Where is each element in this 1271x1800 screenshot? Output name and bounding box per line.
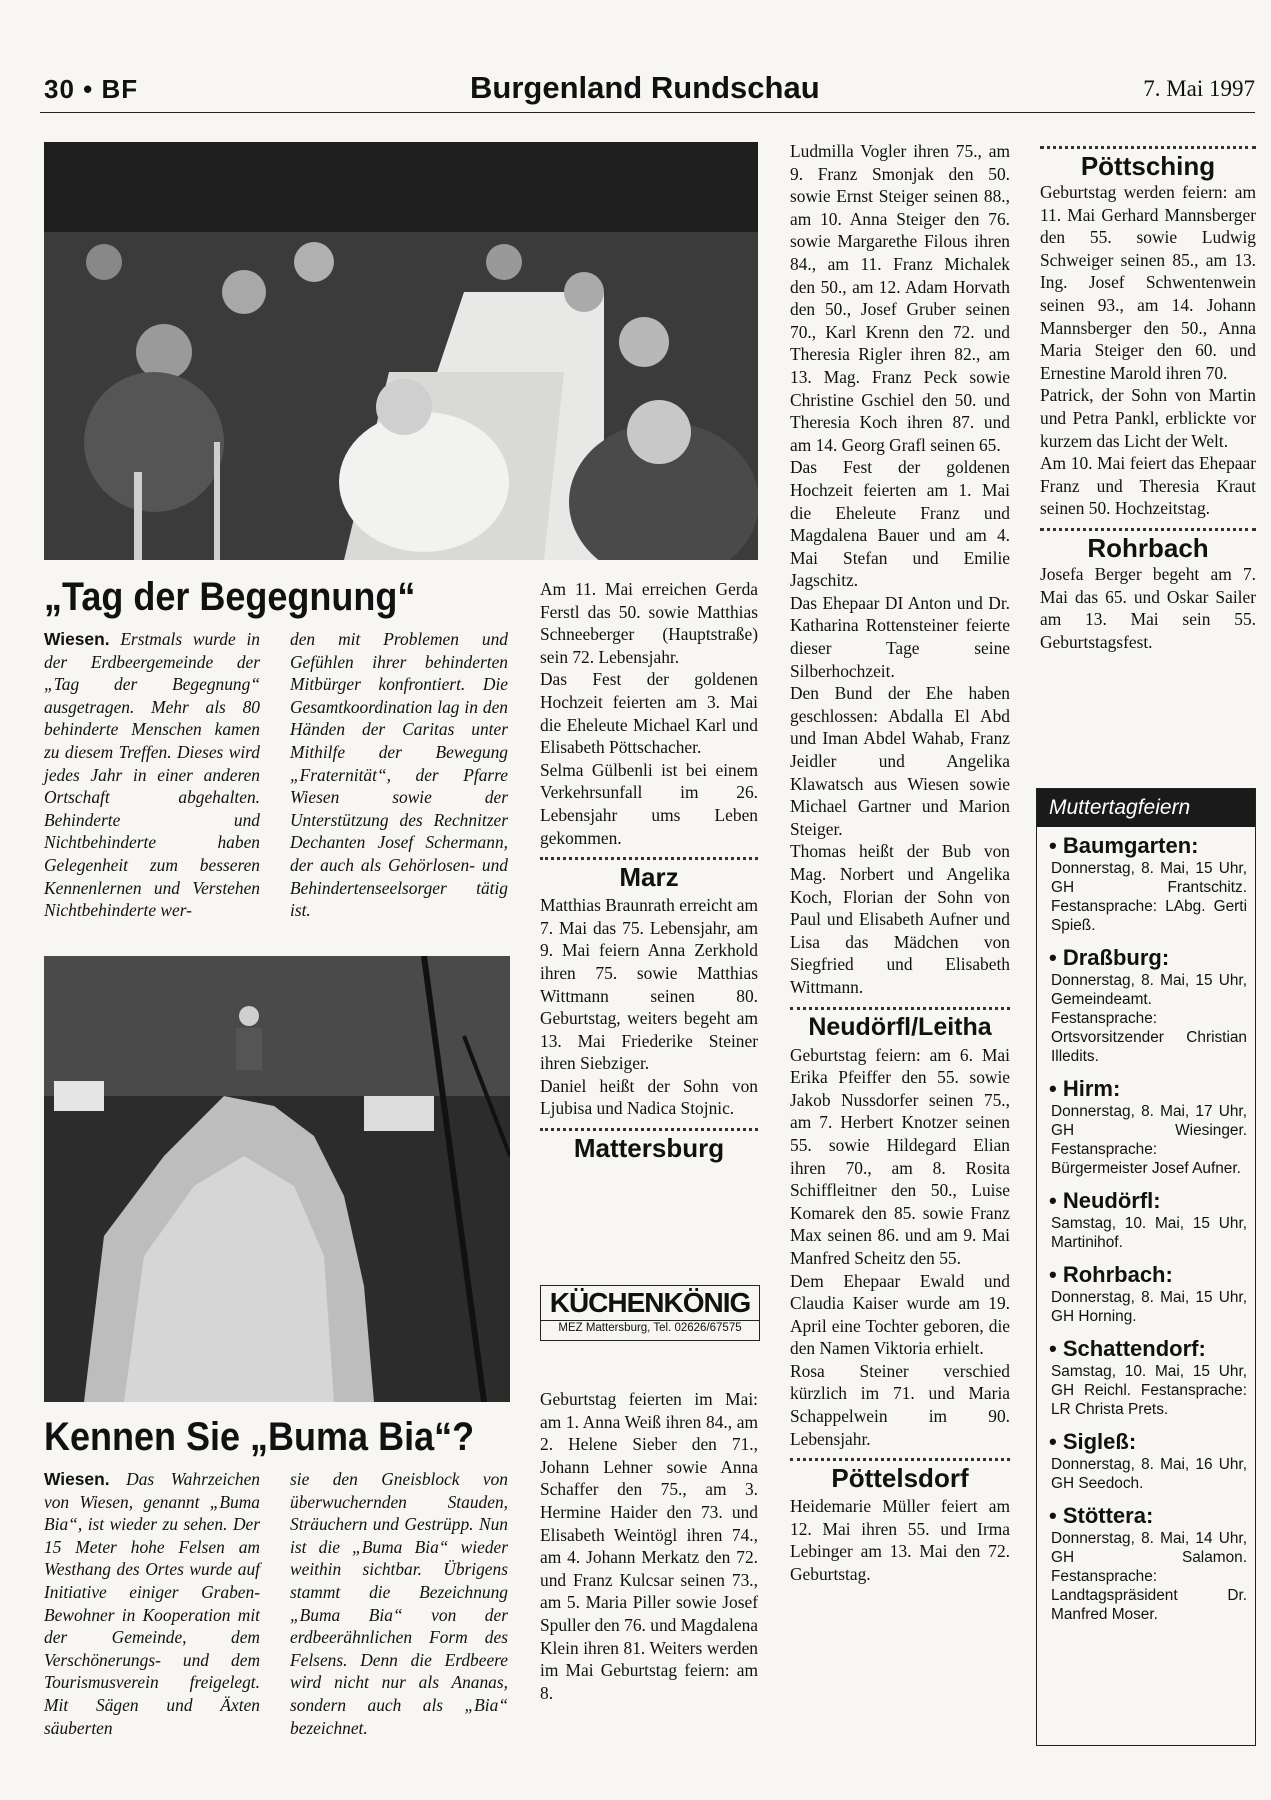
col3-paragraph: Daniel heißt der Sohn von Ljubisa und Nadica Stojnic.: [540, 1075, 758, 1119]
header-rule: [40, 112, 1255, 113]
article1-headline: „Tag der Begegnung“: [44, 575, 416, 619]
col4-paragraph: Ludmilla Vogler ihren 75., am 9. Franz Smonjak den 50. sowie Ernst Steiger seinen 88., am 10. Anna Steiger den 76. sowie Margarethe Filous ihren 84., am 11. Franz Michalek den 50., am 12. Adam Horvath den 50., Josef Gruber seinen 70., Karl Krenn den 72. und Theresia Rigler ihren 82., am 13. Mag. Franz Peck sowie Christine Gschiel den 50. und Theresia Koch ihren 87. und am 14. Georg Grafl seinen 65.: [790, 141, 1010, 455]
section-divider: [790, 1007, 1010, 1010]
ad-logo-subline: MEZ Mattersburg, Tel. 02626/67575: [541, 1320, 759, 1335]
article2-text2: sie den Gneisblock von überwuchernden Stauden, Sträuchern und Gestrüpp. Nun ist die „Buma Bia“ wieder weithin sichtbar. Übrigens stammt die Bezeichnung „Buma Bia“ von der erdbeerähnlichen Form des Felsens. Denn die Erdbeere wird nicht nur als Ananas, sondern auch als „Bia“ bezeichnet.: [290, 1469, 508, 1738]
muttertag-details: Samstag, 10. Mai, 15 Uhr, GH Reichl. Festansprache: LR Christa Prets.: [1051, 1363, 1247, 1418]
muttertag-details: Donnerstag, 8. Mai, 14 Uhr, GH Salamon. Festansprache: Landtagspräsident Dr. Manfred Moser.: [1051, 1530, 1247, 1623]
muttertag-item: [1037, 833, 1255, 935]
col3-paragraph: Selma Gülbenli ist bei einem Verkehrsunfall im 26. Lebensjahr ums Leben gekommen.: [540, 759, 758, 848]
muttertag-title: Muttertagfeiern: [1037, 789, 1255, 827]
muttertag-box: [1036, 788, 1256, 1746]
article2-text1: Das Wahrzeichen von Wiesen, genannt „Buma Bia“, ist wieder zu sehen. Der 15 Meter hohe Felsen am Westhang des Ortes wurde auf Initiative einiger Graben-Bewohner in Kooperation mit der Gemeinde, dem Verschönerungs- und dem Tourismusverein freigelegt. Mit Sägen und Äxten säuberten: [44, 1469, 260, 1738]
muttertag-details: Samstag, 10. Mai, 15 Uhr, Martinihof.: [1051, 1215, 1247, 1251]
article1-col2: [290, 628, 508, 922]
muttertag-item: [1037, 945, 1255, 1066]
col4-paragraph: Das Fest der goldenen Hochzeit feierten am 1. Mai die Eheleute Franz und Magdalena Bauer und am 4. Mai Stefan und Emilie Jagschitz.: [790, 457, 1010, 591]
col4-paragraph: Geburtstag feiern: am 6. Mai Erika Pfeiffer den 55. sowie Jakob Nussdorfer seinen 75., am 7. Herbert Knotzer seinen 55. sowie Hildegard Elian ihren 70., am 8. Rosita Schiffleitner den 50., Luise Komarek den 85. sowie Franz Max seinen 86. und am 9. Mai Manfred Scheitz den 55.: [790, 1044, 1010, 1268]
muttertag-item: [1037, 1188, 1255, 1252]
col4-paragraph: Dem Ehepaar Ewald und Claudia Kaiser wurde am 19. April eine Tochter geboren, die den Namen Viktoria erhielt.: [790, 1270, 1010, 1359]
muttertag-town: • Neudörfl:: [1049, 1188, 1161, 1213]
muttertag-town: • Baumgarten:: [1049, 833, 1199, 858]
article1-col1: [44, 628, 260, 922]
article2-col1: [44, 1468, 260, 1739]
article2-headline: Kennen Sie „Buma Bia“?: [44, 1415, 475, 1459]
muttertag-details: Donnerstag, 8. Mai, 15 Uhr, GH Frantschitz. Festansprache: LAbg. Gerti Spieß.: [1051, 860, 1247, 934]
column-5: [1040, 140, 1256, 653]
issue-date: 7. Mai 1997: [1143, 76, 1255, 101]
rock-photo-image: [44, 956, 510, 1402]
col3-paragraph: Das Fest der goldenen Hochzeit feierten am 3. Mai die Eheleute Michael Karl und Elisabeth Pöttschacher.: [540, 669, 758, 758]
muttertag-town: • Draßburg:: [1049, 945, 1170, 970]
section-divider: [1040, 146, 1256, 149]
col3-paragraph: Matthias Braunrath erreicht am 7. Mai das 75. Lebensjahr, am 9. Mai feiern Anna Zerkhold ihren 75. sowie Matthias Wittmann seinen 80. Geburtstag, weiters begeht am 13. Mai Friederike Steiner ihren Siebziger.: [540, 895, 758, 1074]
col4-paragraph: Rosa Steiner verschied kürzlich im 71. und Maria Schappelwein im 90. Lebensjahr.: [790, 1360, 1010, 1449]
muttertag-town: • Schattendorf:: [1049, 1336, 1206, 1361]
section-divider: [540, 857, 758, 860]
col3-paragraph: Am 11. Mai erreichen Gerda Ferstl das 50. sowie Matthias Schneeberger (Hauptstraße) sein 72. Lebensjahr.: [540, 579, 758, 667]
article1-text2: den mit Problemen und Gefühlen ihrer behinderten Mitbürger konfrontiert. Die Gesamtkoordination lag in den Händen der Caritas unter Mithilfe der Bewegung „Fraternität“, der Pfarre Wiesen sowie der Unterstützung des Rechnitzer Dechanten Josef Schermann, der auch als Gehörlosen- und Behindertenseelsorger tätig ist.: [290, 629, 508, 921]
col5-paragraph: Josefa Berger begeht am 7. Mai das 65. und Oskar Sailer am 13. Mai sein 55. Geburtstagsfest.: [1040, 563, 1256, 652]
col4-paragraph: Heidemarie Müller feiert am 12. Mai ihren 55. und Irma Lebinger am 13. Mai den 72. Geburtstag.: [790, 1496, 1010, 1585]
muttertag-town: • Sigleß:: [1049, 1429, 1137, 1454]
muttertag-item: [1037, 1262, 1255, 1326]
event-photo-image: [44, 142, 758, 560]
newspaper-title: Burgenland Rundschau: [470, 70, 820, 105]
section-divider: [540, 1128, 758, 1131]
column-3-bottom: [540, 1388, 758, 1704]
col4-paragraph: Thomas heißt der Bub von Mag. Norbert und Angelika Koch, Florian der Sohn von Paul und Elisabeth Aufner und Lisa das Mädchen von Siegfried und Elisabeth Wittmann.: [790, 841, 1010, 997]
section-divider: [1040, 528, 1256, 531]
muttertag-details: Donnerstag, 8. Mai, 16 Uhr, GH Seedoch.: [1051, 1456, 1247, 1492]
muttertag-item: [1037, 1076, 1255, 1178]
event-photo: [44, 142, 758, 560]
section-title-poettsching: Pöttsching: [1080, 151, 1216, 181]
column-3-top: [540, 578, 758, 1163]
section-divider: [790, 1458, 1010, 1461]
article1-text1: Erstmals wurde in der Erdbeergemeinde der „Tag der Begegnung“ ausgetragen. Mehr als 80 behinderte Menschen kamen zu diesem Treffen. Dieses wird jedes Jahr in einer anderen Ortschaft abgehalten. Behinderte und Nichtbehinderte haben Gelegenheit zum besseren Kennenlernen und Verstehen Nichtbehinderte wer-: [44, 629, 260, 921]
article2-col2: [290, 1468, 508, 1739]
column-4: [790, 140, 1010, 1586]
section-title-mattersburg: Mattersburg: [573, 1133, 725, 1164]
article2-place: Wiesen.: [44, 1469, 110, 1489]
section-title-marz: Marz: [619, 862, 679, 893]
muttertag-details: Donnerstag, 8. Mai, 17 Uhr, GH Wiesinger. Festansprache: Bürgermeister Josef Aufner.: [1051, 1103, 1247, 1177]
rock-photo: [44, 956, 510, 1402]
section-title-poettelsdorf: Pöttelsdorf: [831, 1463, 969, 1494]
col4-paragraph: Das Ehepaar DI Anton und Dr. Katharina Rottensteiner feierte dieser Tage seine Silberhochzeit.: [790, 592, 1010, 681]
col5-paragraph: Patrick, der Sohn von Martin und Petra Pankl, erblickte vor kurzem das Licht der Welt.: [1040, 385, 1256, 451]
ad-logo-name: KÜCHENKÖNIG: [549, 1287, 751, 1318]
kuechenkoenig-ad: [540, 1285, 760, 1341]
muttertag-item: [1037, 1429, 1255, 1493]
muttertag-details: Donnerstag, 8. Mai, 15 Uhr, GH Horning.: [1051, 1289, 1247, 1325]
muttertag-item: [1037, 1336, 1255, 1419]
muttertag-item: [1037, 1503, 1255, 1624]
page-number-section: 30 • BF: [44, 74, 139, 104]
col4-paragraph: Den Bund der Ehe haben geschlossen: Abdalla El Abd und Iman Abdel Wahab, Franz Jeidler und Angelika Klawatsch aus Wiesen sowie Michael Gartner und Marion Steiger.: [790, 683, 1010, 839]
col3-paragraph: Geburtstag feierten im Mai: am 1. Anna Weiß ihren 84., am 2. Helene Sieber den 71., Johann Lehner sowie Anna Schaffer den 75., am 3. Hermine Haider den 73. und Elisabeth Weintögl ihren 74., am 4. Johann Merkatz den 72. und Franz Kulcsar seinen 73., am 5. Maria Piller sowie Josef Spuller den 76. und Magdalena Klein ihren 81. Weiters werden im Mai Geburtstag feiern: am 8.: [540, 1389, 758, 1703]
section-title-neudoerfl: Neudörfl/Leitha: [808, 1012, 992, 1041]
muttertag-details: Donnerstag, 8. Mai, 15 Uhr, Gemeindeamt. Festansprache: Ortsvorsitzender Christian Illedits.: [1051, 972, 1247, 1065]
muttertag-town: • Hirm:: [1049, 1076, 1121, 1101]
col5-paragraph: Am 10. Mai feiert das Ehepaar Franz und Theresia Kraut seinen 50. Hochzeitstag.: [1040, 453, 1256, 519]
section-title-rohrbach: Rohrbach: [1087, 532, 1209, 563]
col5-paragraph: Geburtstag werden feiern: am 11. Mai Gerhard Mannsberger den 55. sowie Ludwig Schweiger seinen 85., am 13. Ing. Josef Schwentenwein seinen 93., am 14. Johann Mannsberger den 50., Anna Maria Steiger den 60. und Ernestine Marold ihren 70.: [1040, 182, 1256, 383]
muttertag-town: • Rohrbach:: [1049, 1262, 1173, 1287]
muttertag-town: • Stöttera:: [1049, 1503, 1154, 1528]
article1-place: Wiesen.: [44, 629, 110, 649]
